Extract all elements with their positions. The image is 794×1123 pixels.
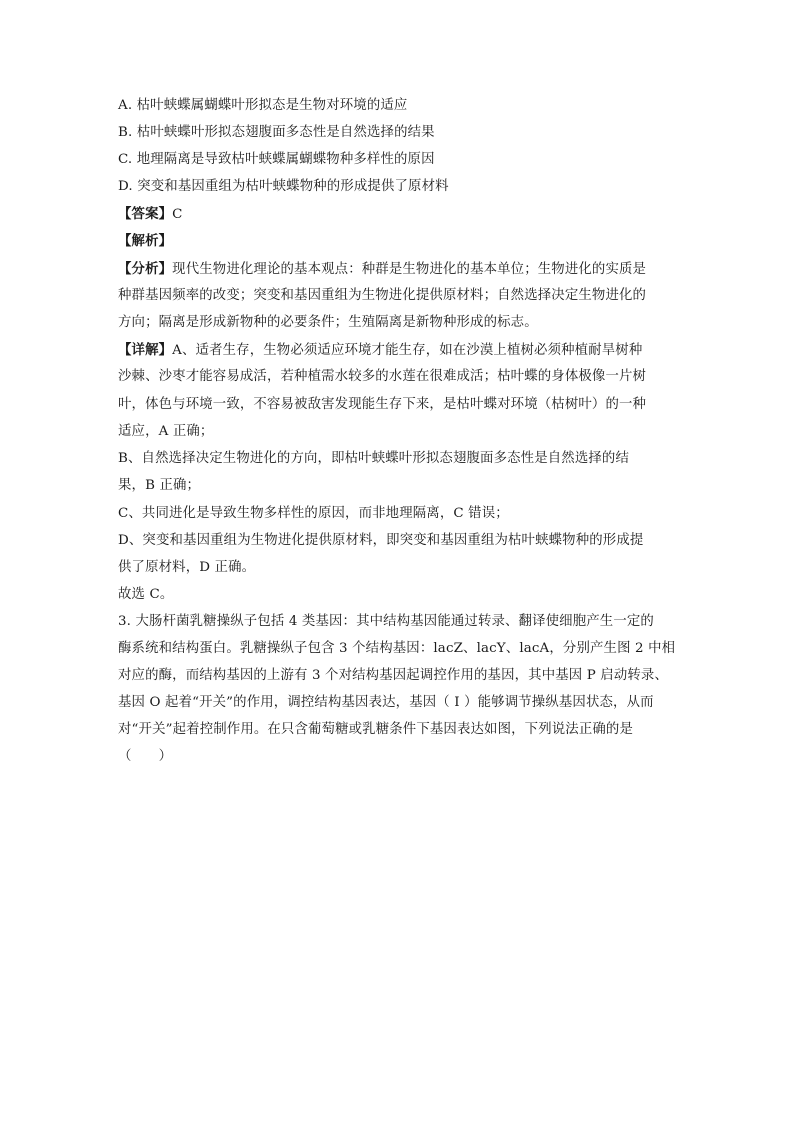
xiangjie-line-10: 故选 C。: [118, 587, 174, 602]
xiangjie-text-1: A、适者生存，生物必须适应环境才能生存，如在沙漠上植树必须种植耐旱树种: [172, 343, 643, 358]
answer-tag: 【答案】: [118, 206, 173, 222]
answer-value: C: [172, 207, 183, 222]
question3-line-5: 对“开关”起着控制作用。在只含葡萄糖或乳糖条件下基因表达如图，下列说法正确的是: [118, 722, 633, 737]
xiangjie-line-2: 沙棘、沙枣才能容易成活，若种植需水较多的水莲在很难成活；枯叶蝶的身体极像一片树: [118, 369, 647, 384]
xiangjie-line-5: B、自然选择决定生物进化的方向，即枯叶蛱蝶叶形拟态翅腹面多态性是自然选择的结: [118, 451, 629, 466]
xiangjie-line-9: 供了原材料，D 正确。: [118, 560, 256, 575]
question3-line-1: 3. 大肠杆菌乳糖操纵子包括 4 类基因：其中结构基因能通过转录、翻译使细胞产生一定的: [118, 614, 654, 629]
fenxi-text-1: 现代生物进化理论的基本观点：种群是生物进化的基本单位；生物进化的实质是: [172, 262, 647, 277]
question3-line-6: （ ）: [118, 749, 173, 764]
fenxi-line-2: 种群基因频率的改变；突变和基因重组为生物进化提供原材料；自然选择决定生物进化的: [118, 288, 647, 303]
xiangjie-line-7: C、共同进化是导致生物多样性的原因，而非地理隔离，C 错误；: [118, 506, 509, 521]
xiangjie-tag: 【详解】: [118, 342, 173, 358]
xiangjie-line-4: 适应，A 正确；: [118, 424, 214, 439]
analysis-heading: 【解析】: [118, 233, 173, 249]
question3-line-4: 基因 O 起着“开关”的作用，调控结构基因表达，基因（ I ）能够调节操纵基因状态，从而: [118, 695, 654, 710]
option-b: B. 枯叶蛱蝶叶形拟态翅腹面多态性是自然选择的结果: [118, 125, 435, 140]
answer-line: [118, 205, 698, 224]
question3-line-2: 酶系统和结构蛋白。乳糖操纵子包含 3 个结构基因：lacZ、lacY、lacA，分别产生图 2 中相: [118, 641, 676, 656]
option-c: C. 地理隔离是导致枯叶蛱蝶属蝴蝶物种多样性的原因: [118, 152, 435, 167]
option-d: D. 突变和基因重组为枯叶蛱蝶物种的形成提供了原材料: [118, 179, 449, 194]
option-a: A. 枯叶蛱蝶属蝴蝶叶形拟态是生物对环境的适应: [118, 98, 408, 113]
xiangjie-line-3: 叶，体色与环境一致，不容易被敌害发现能生存下来，是枯叶蝶对环境（枯树叶）的一种: [118, 397, 647, 412]
xiangjie-line-1: [118, 341, 698, 360]
xiangjie-line-8: D、突变和基因重组为生物进化提供原材料，即突变和基因重组为枯叶蛱蝶物种的形成提: [118, 533, 644, 548]
fenxi-line-3: 方向；隔离是形成新物种的必要条件；生殖隔离是新物种形成的标志。: [118, 315, 538, 330]
fenxi-line-1: [118, 260, 698, 279]
question3-line-3: 对应的酶，而结构基因的上游有 3 个对结构基因起调控作用的基因，其中基因 P 启动转录、: [118, 668, 668, 683]
xiangjie-line-6: 果，B 正确；: [118, 478, 201, 493]
fenxi-tag: 【分析】: [118, 261, 173, 277]
